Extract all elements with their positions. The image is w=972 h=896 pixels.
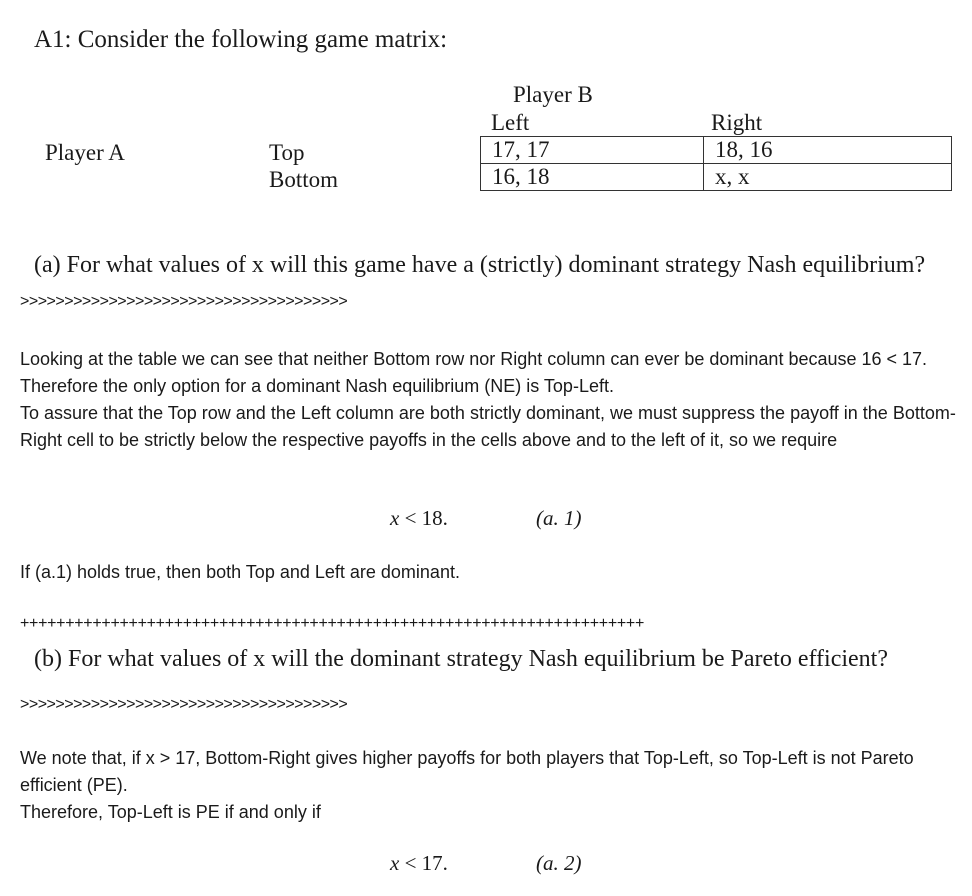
player-a-label: Player A: [45, 140, 125, 165]
cell-bottom-right: x, x: [704, 164, 952, 191]
equation-label-a2: (a. 2): [536, 851, 582, 875]
column-header-right: Right: [711, 110, 763, 135]
cell-bottom-left: 16, 18: [481, 164, 704, 191]
answer-line: To assure that the Top row and the Left column are both strictly dominant, we must suppress the payoff in the Bottom-Right cell to be strictly below the respective payoffs in the cells above and to the left of it, so we require: [20, 403, 956, 450]
part-b-arrows: >>>>>>>>>>>>>>>>>>>>>>>>>>>>>>>>>>>>>: [20, 696, 348, 713]
equation-variable: x: [390, 851, 400, 875]
part-a-question: (a) For what values of x will this game have a (strictly) dominant strategy Nash equilibrium?: [34, 252, 926, 278]
answer-line: Therefore the only option for a dominant Nash equilibrium (NE) is Top-Left.: [20, 376, 614, 396]
part-a-conclusion: If (a.1) holds true, then both Top and Left are dominant.: [20, 562, 460, 582]
equation-a2: [390, 851, 448, 876]
matrix-row-top: [481, 137, 952, 164]
cell-top-right: 18, 16: [704, 137, 952, 164]
equation-variable: x: [390, 506, 400, 530]
answer-line: Therefore, Top-Left is PE if and only if: [20, 802, 321, 822]
row-label-top: Top: [269, 140, 305, 165]
column-header-left: Left: [491, 110, 530, 135]
part-a-arrows: >>>>>>>>>>>>>>>>>>>>>>>>>>>>>>>>>>>>>: [20, 293, 348, 310]
payoff-matrix: [480, 136, 952, 191]
part-b-answer: [20, 745, 960, 826]
equation-relation: < 18.: [399, 506, 448, 530]
question-title: A1: Consider the following game matrix:: [34, 26, 448, 53]
player-b-label: Player B: [513, 82, 593, 107]
row-label-bottom: Bottom: [269, 167, 339, 192]
part-a-answer: [20, 346, 960, 454]
equation-relation: < 17.: [399, 851, 448, 875]
section-separator: +++++++++++++++++++++++++++++++++++++++++++++++++++++++++++++++++++++: [20, 615, 645, 632]
equation-label-a1: (a. 1): [536, 506, 582, 530]
part-b-question: (b) For what values of x will the dominant strategy Nash equilibrium be Pareto efficient?: [34, 646, 889, 672]
cell-top-left: 17, 17: [481, 137, 704, 164]
matrix-row-bottom: [481, 164, 952, 191]
answer-line: We note that, if x > 17, Bottom-Right gives higher payoffs for both players that Top-Left, so Top-Left is not Pareto efficient (PE).: [20, 748, 914, 795]
answer-line: Looking at the table we can see that neither Bottom row nor Right column can ever be dominant because 16 < 17.: [20, 349, 928, 369]
equation-a1: [390, 506, 448, 531]
